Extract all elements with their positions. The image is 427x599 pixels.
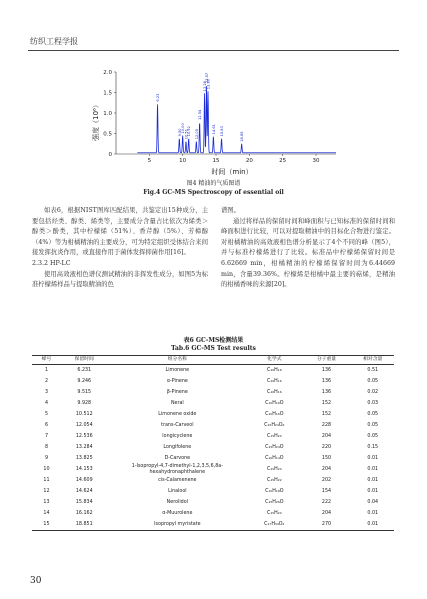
table-cell: 204 xyxy=(321,510,332,516)
table-cell: 0.05 xyxy=(367,422,379,428)
table-cell: 0.01 xyxy=(367,466,379,472)
header-rule xyxy=(28,50,399,51)
table-cell: C₁₀H₁₆ xyxy=(266,378,282,384)
table-cell: Longifolene xyxy=(163,444,192,450)
table-row xyxy=(32,497,394,508)
peak-label: 14.61 xyxy=(211,124,216,135)
table-cell: 16.162 xyxy=(75,510,93,516)
peak-label: 6.23 xyxy=(156,93,161,102)
table-cell: 0.04 xyxy=(367,499,379,505)
figure-caption-en: Fig.4 GC-MS Spectroscopy of essential oil xyxy=(143,189,284,196)
table-row xyxy=(32,365,394,377)
table-cell: 220 xyxy=(321,444,332,450)
table-cell: 0.05 xyxy=(367,433,379,439)
table-cell: 14 xyxy=(43,510,50,516)
table-cell: 9.246 xyxy=(77,378,92,384)
peak-label: 9.50 xyxy=(177,128,182,137)
table-title-cn: 表6 GC-MS检测结果 xyxy=(183,337,244,344)
table-row xyxy=(32,464,394,475)
table-cell: 154 xyxy=(321,488,332,494)
table-cell: α-Muurolene xyxy=(162,510,193,516)
table-cell: 136 xyxy=(321,389,332,395)
table-cell: 9.928 xyxy=(77,400,92,406)
table-cell: C₁₅H₂₄ xyxy=(266,466,282,472)
gc-ms-results-table xyxy=(32,355,394,531)
table-row xyxy=(32,508,394,519)
y-tick-label: 0.5 xyxy=(103,131,112,138)
table-row xyxy=(32,409,394,420)
table-cell: 150 xyxy=(321,455,332,461)
section-heading-hplc: 2.3.2 HP-LC xyxy=(32,259,71,267)
x-tick-label: 15 xyxy=(212,158,220,164)
table-cell: 7 xyxy=(44,433,48,439)
table-cell: 4 xyxy=(44,400,48,406)
table-cell: 6 xyxy=(44,422,48,428)
table-cell: C₁₅H₂₄ xyxy=(266,433,282,439)
table-cell: 12.054 xyxy=(75,422,93,428)
table-cell: C₁₅H₂₄O₂ xyxy=(264,422,285,428)
table-cell: Nerolidol xyxy=(166,499,188,505)
table-cell: cis-Calamenene xyxy=(158,477,197,483)
table-cell: 152 xyxy=(321,411,332,417)
table-cell: Limonene oxide xyxy=(158,411,197,417)
table-cell: Limonene xyxy=(165,367,190,373)
peak-label: 10.00 xyxy=(181,123,186,134)
table-cell: C₁₀H₁₆O xyxy=(265,411,284,417)
peak-label: 13.28 xyxy=(203,81,208,92)
col-header-mw: 分子重量 xyxy=(301,356,351,365)
table-cell: 136 xyxy=(321,378,332,384)
table-cell: 0.01 xyxy=(367,510,379,516)
y-tick-label: 0 xyxy=(108,152,112,158)
right-paragraph-1: 谱图。 xyxy=(221,207,240,214)
table-row xyxy=(32,486,394,497)
x-tick-label: 10 xyxy=(179,158,187,164)
table-cell: C₁₅H₂₂ xyxy=(266,477,282,483)
x-axis-label: 时间（min） xyxy=(211,168,253,176)
table-cell: 12 xyxy=(43,488,50,494)
table-cell: 14.624 xyxy=(75,488,93,494)
table-cell: 13.825 xyxy=(75,455,93,461)
col-header-formula: 化学式 xyxy=(247,356,301,365)
table-cell: 6.231 xyxy=(77,367,92,373)
journal-title: 纺织工程学报 xyxy=(30,37,78,46)
peak-label: 13.80 xyxy=(206,78,211,90)
table-row xyxy=(32,398,394,409)
table-cell: 3 xyxy=(44,389,48,395)
table-cell: 1 xyxy=(44,367,48,373)
table-cell: 0.02 xyxy=(367,389,379,395)
x-tick-label: 20 xyxy=(245,158,253,164)
table-cell: 0.05 xyxy=(367,411,379,417)
table-cell: 15 xyxy=(32,519,61,531)
table-cell: 9.515 xyxy=(77,389,92,395)
right-paragraph-2: 通过将样品的保留时间和峰面积与已知标准的保留时间和峰面积进行比较，可以对提取精油中的目标化合物进行鉴定。对柑橘精油的高效液相色谱分析显示了4个不同的峰（图5），并与标准柠檬烯进行了比较。标准品中柠檬烯保留时间是6.62669 min，柑橘精油的柠檬烯保留时间为6.44669 min，含量39.36%。柠檬烯是柑橘中最主要的萜烯，是精油的柑橘香味的来源[20]。 xyxy=(221,217,395,289)
left-column xyxy=(32,206,208,291)
table-cell: Isopropyl myristate xyxy=(108,519,248,531)
table-cell: C₁₀H₁₆ xyxy=(266,389,282,395)
table-cell: C₁₅H₂₄O xyxy=(265,444,284,450)
col-header-retention: 保留时间 xyxy=(61,356,108,365)
table-cell: C₁₅H₂₄ xyxy=(266,510,282,516)
table-cell: 10 xyxy=(43,466,50,472)
peak-label: 15.83 xyxy=(220,126,225,137)
table-cell: 15.834 xyxy=(75,499,93,505)
table-cell: 0.51 xyxy=(367,367,379,373)
table-cell: 0.01 xyxy=(367,488,379,494)
table-cell: Neral xyxy=(170,400,184,406)
table-cell: 222 xyxy=(321,499,332,505)
peak-label: 10.92 xyxy=(187,126,192,137)
peak-label: 13.57 xyxy=(204,72,209,84)
table-cell: 5 xyxy=(44,411,48,417)
table-row xyxy=(32,376,394,387)
table-row xyxy=(32,431,394,442)
table-cell: 12.536 xyxy=(75,433,93,439)
table-row xyxy=(32,387,394,398)
table-row xyxy=(32,475,394,486)
table-cell: 13.284 xyxy=(75,444,93,450)
table-row xyxy=(32,442,394,453)
left-paragraph-1: 如表6，根据NIST图库匹配结果，共鉴定出15种成分，主要包括烃类、醇类、烯类等，主要成分含量占比依次为烯类＞醇类＞酚类，其中柠檬烯（51%）、香芹醇（5%）、芳樟醇（4%）等为柑橘精油的主要成分，可为特定组织受体结合来间接发挥抗炎作用，或直接作用于菌体发挥抑菌作用[16]。 xyxy=(32,207,208,257)
table-cell: 204 xyxy=(321,433,332,439)
table-cell: 0.05 xyxy=(367,378,379,384)
y-tick-label: 1.5 xyxy=(103,90,112,97)
table-cell: 0.15 xyxy=(367,444,379,450)
x-tick-label: 25 xyxy=(279,158,287,164)
peak-label: 12.05 xyxy=(194,128,199,140)
table-cell: 8 xyxy=(44,444,48,450)
page-number: 30 xyxy=(30,576,42,586)
table-row xyxy=(32,453,394,464)
y-tick-label: 1.0 xyxy=(103,111,112,117)
table-cell: C₁₀H₁₈O xyxy=(265,488,284,494)
x-tick-label: 5 xyxy=(147,158,152,164)
table-row xyxy=(32,519,394,531)
x-tick-label: 30 xyxy=(312,158,320,164)
table-cell: 1-Isopropyl-4,7-dimethyl-1,2,3,5,6,8a-hexahydronaphthalene xyxy=(131,464,223,475)
table-cell: 0.01 xyxy=(351,519,394,531)
y-axis-label: 强度（10⁶） xyxy=(92,101,100,141)
table-cell: Linalool xyxy=(168,488,187,494)
table-cell: 10.512 xyxy=(75,411,93,417)
table-cell: C₁₅H₂₆O xyxy=(265,499,284,505)
right-column xyxy=(221,206,395,291)
col-header-content: 相对含量 xyxy=(351,356,394,365)
table-cell: 14.609 xyxy=(75,477,93,483)
table-cell: 13 xyxy=(43,499,50,505)
table-row xyxy=(32,420,394,431)
table-cell: longicyclene xyxy=(162,433,193,439)
col-header-peak: 峰号 xyxy=(32,356,61,365)
left-paragraph-2: 使用高效液相色谱仪测试精油的非挥发性成分，如图5为标准柠檬烯样品与提取精油的色 xyxy=(32,270,208,289)
peak-label: 18.85 xyxy=(240,131,245,142)
table-cell: 136 xyxy=(321,367,332,373)
y-tick-label: 2.0 xyxy=(103,70,112,76)
table-cell: 14.153 xyxy=(75,466,93,472)
table-header-row xyxy=(32,356,394,365)
gc-ms-chart xyxy=(90,66,340,176)
table-cell: 9 xyxy=(44,455,48,461)
table-cell: C₁₇H₃₄O₂ xyxy=(247,519,301,531)
table-cell: trans-Carveol xyxy=(161,422,194,428)
table-cell: 2 xyxy=(44,378,48,384)
table-cell: β-Pinene xyxy=(166,389,188,395)
table-cell: α-Pinene xyxy=(166,378,188,384)
col-header-component: 组分名称 xyxy=(108,356,248,365)
peak-label: 12.54 xyxy=(198,109,203,121)
peak-label: 10.51 xyxy=(184,128,189,140)
table-cell: 0.01 xyxy=(367,455,379,461)
table-cell: C₁₀H₁₄O xyxy=(265,455,284,461)
table-cell: C₁₀H₁₆O xyxy=(265,400,284,406)
table-cell: D-Carvone xyxy=(164,455,191,461)
table-cell: 0.03 xyxy=(367,400,379,406)
table-cell: 228 xyxy=(321,422,332,428)
table-cell: C₁₀H₁₆ xyxy=(266,367,282,373)
table-cell: 11 xyxy=(43,477,50,483)
table-cell: 18.851 xyxy=(61,519,108,531)
table-cell: 270 xyxy=(301,519,351,531)
table-cell: 0.01 xyxy=(367,477,379,483)
table-title-en: Tab.6 GC-MS Test results xyxy=(171,345,256,352)
table-cell: 204 xyxy=(321,466,332,472)
table-cell: 152 xyxy=(321,400,332,406)
table-cell: 202 xyxy=(321,477,332,483)
chromatogram-line xyxy=(137,86,336,153)
figure-caption-cn: 图4 精油的气质图谱 xyxy=(186,180,241,187)
